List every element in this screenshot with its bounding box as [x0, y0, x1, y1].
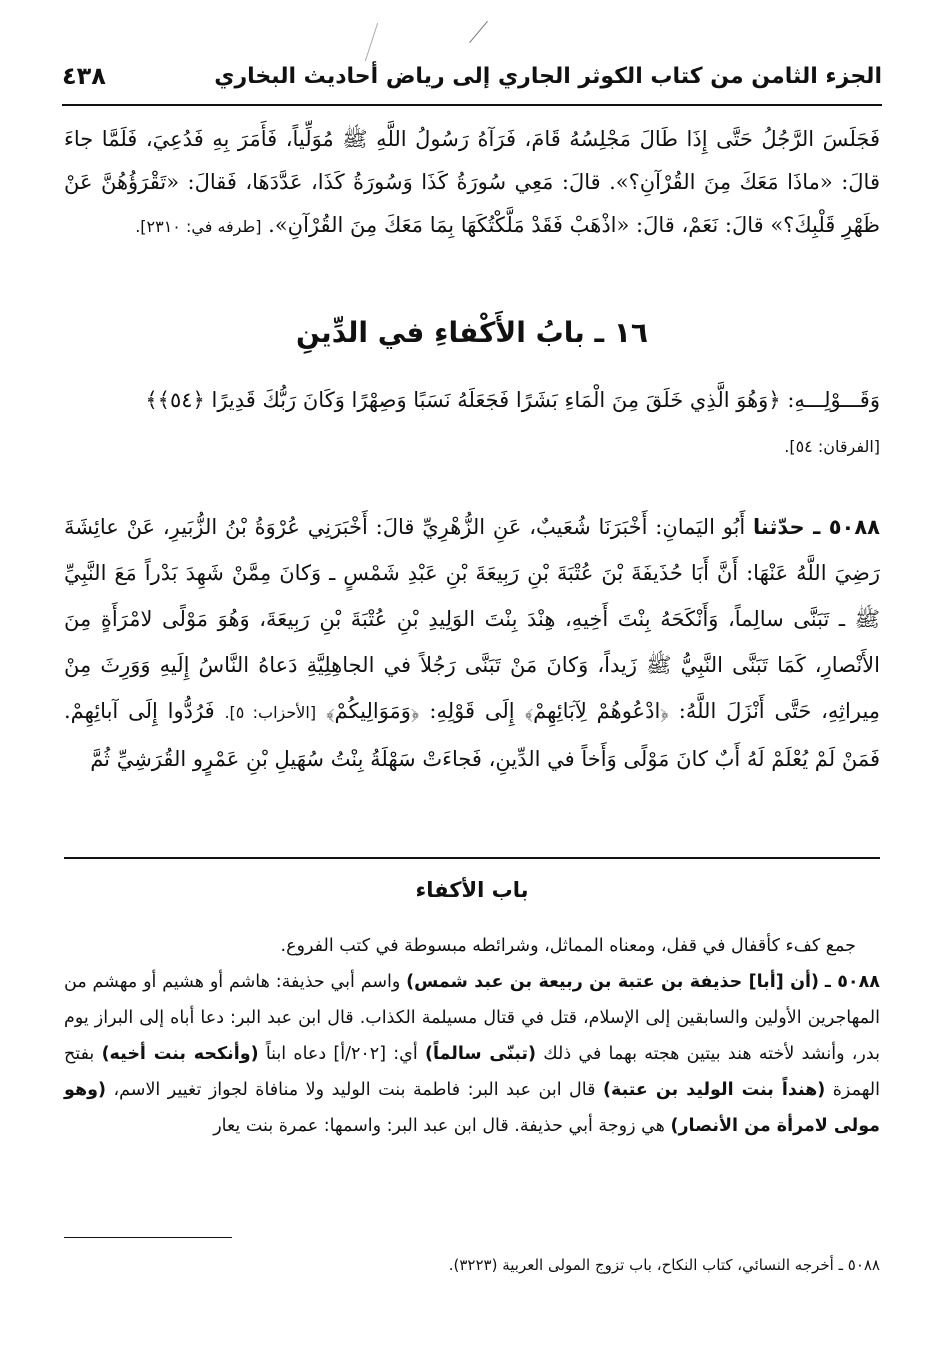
hadith-text: فَرُدُّوا إِلَى آبائِهِمْ. فَمَنْ لَمْ يُعْلَمْ لَهُ أَبٌ كانَ مَوْلًى وَأَخاً في الدِّينِ، فَجاءَتْ سَهْلَةُ بِنْتُ سُهَيلِ بْنِ عَمْرٍو القُرَشِيِّ ثُمَّ	[64, 699, 880, 771]
hadith-text: فَجَلَسَ الرَّجُلُ حَتَّى إِذَا طَالَ مَجْلِسُهُ قَامَ، فَرَآهُ رَسُولُ اللَّهِ ﷺ مُوَلِّياً، فَأَمَرَ بِهِ فَدُعِيَ، فَلَمَّا جاءَ قالَ: «ماذَا مَعَكَ مِنَ القُرْآنِ؟». قالَ: مَعِي سُورَةُ كَذَا وَسُورَةُ كَذَا، عَدَّدَهَا، فَقالَ: «تَقْرَؤُهُنَّ عَنْ ظَهْرِ قَلْبِكَ؟» قالَ: نَعَمْ، قالَ: «اذْهَبْ فَقَدْ مَلَّكْتُكَهَا بِمَا مَعَكَ مِنَ القُرْآنِ».	[64, 127, 880, 237]
scan-mark	[469, 21, 488, 43]
verse-reference: [الفرقان: ٥٤].	[784, 437, 880, 456]
commentary-text: هي زوجة أبي حذيفة. قال ابن عبد البر: واسمها: عمرة بنت يعار	[213, 1116, 665, 1136]
footnote-divider	[64, 1237, 232, 1238]
commentary-para: جمع كفء كأقفال في قفل، ومعناه المماثل، وشرائطه مبسوطة في كتب الفروع.	[280, 936, 856, 956]
verse-text: ﴿وَهُوَ الَّذِي خَلَقَ مِنَ الْمَاءِ بَشَرًا فَجَعَلَهُ نَسَبًا وَصِهْرًا وَكَانَ رَبُّكَ قَدِيرًا ﴿٥٤﴾﴾	[145, 388, 781, 412]
verse-line	[64, 378, 880, 422]
hadith-text: إِلَى قَوْلِهِ:	[429, 699, 515, 723]
commentary-text: قال ابن عبد البر: فاطمة بنت الوليد ولا منافاة لجواز تغيير الاسم،	[113, 1080, 596, 1100]
quran-reference: [الأحزاب: ٥].	[224, 703, 317, 722]
scan-mark	[365, 23, 378, 61]
commentary-quote: (أن [أبا] حذيفة بن عتبة بن ربيعة بن عبد شمس)	[406, 972, 820, 992]
hadith-continuation	[64, 118, 880, 248]
page-number: ٤٣٨	[62, 62, 106, 90]
commentary	[64, 928, 880, 1144]
footnote: ٥٠٨٨ ـ أخرجه النسائي، كتاب النكاح، باب تزوج المولى العربية (٣٢٢٣).	[448, 1256, 880, 1274]
commentary-quote: (تبنّى سالماً)	[424, 1044, 536, 1064]
verse-intro: وَقَـــوْلِـــهِ:	[787, 388, 880, 412]
chapter-title: ١٦ ـ بابُ الأَكْفاءِ في الدِّينِ	[295, 316, 649, 349]
commentary-text: بفتح الهمزة	[64, 1044, 880, 1100]
commentary-divider	[64, 857, 880, 859]
hadith-reference: [طرفه في: ٢٣١٠].	[135, 217, 262, 236]
hadith-5088	[64, 504, 880, 782]
commentary-heading: باب الأكفاء	[415, 878, 529, 902]
commentary-text: أي: [٢٠٢/أ] دعاه ابناً	[265, 1044, 418, 1064]
commentary-text: واسم أبي حذيفة: هاشم أو هشيم أو مهشم من المهاجرين الأولين والسابقين إلى الإسلام، قتل في قتال مسيلمة الكذاب. قال ابن عبد البر: دعا أباه إلى البراز يوم بدر، وأنشد لأخته هند بيتين هجته بهما في ذلك	[64, 972, 880, 1064]
quran-quote: ﴿ادْعُوهُمْ لِآبَائِهِمْ﴾	[524, 699, 669, 723]
commentary-quote: (هنداً بنت الوليد بن عتبة)	[602, 1080, 826, 1100]
commentary-quote: (وأنكحه بنت أخيه)	[101, 1044, 259, 1064]
quran-quote: ﴿وَمَوَالِيكُمْ﴾	[325, 699, 420, 723]
commentary-quote: (وهو مولى لامرأة من الأنصار)	[64, 1080, 880, 1136]
commentary-para	[64, 964, 880, 1144]
hadith-lead: ٥٠٨٨ ـ حدّثنا	[753, 515, 880, 539]
running-header	[62, 58, 882, 106]
running-title: الجزء الثامن من كتاب الكوثر الجاري إلى رياض أحاديث البخاري	[214, 64, 882, 89]
hadith-text: أَبُو اليَمانِ: أَخْبَرَنَا شُعَيبٌ، عَنِ الزُّهْرِيِّ قالَ: أَخْبَرَنِي عُرْوَةُ بْنُ الزُّبَيرِ، عَنْ عائِشَةَ رَضِيَ اللَّهُ عَنْهَا: أَنَّ أَبَا حُذَيفَةَ بْنَ عُتْبَةَ بْنِ رَبِيعَةَ بْنِ عَبْدِ شَمْسٍ ـ وَكانَ مِمَّنْ شَهِدَ بَدْراً مَعَ النَّبِيِّ ﷺ ـ تَبَنَّى سالِماً، وَأَنْكَحَهُ بِنْتَ أَخِيهِ، هِنْدَ بِنْتَ الوَلِيدِ بْنِ عُتْبَةَ بْنِ رَبِيعَةَ، وَهُوَ مَوْلًى لامْرَأَةٍ مِنَ الأَنْصارِ، كَمَا تَبَنَّى النَّبِيُّ ﷺ زَيداً، وَكانَ مَنْ تَبَنَّى رَجُلاً في الجاهِلِيَّةِ دَعاهُ النَّاسُ إِلَيهِ وَوَرِثَ مِنْ مِيراثِهِ، حَتَّى أَنْزَلَ اللَّهُ:	[64, 515, 881, 723]
commentary-lead: ٥٠٨٨ ـ	[824, 972, 880, 992]
